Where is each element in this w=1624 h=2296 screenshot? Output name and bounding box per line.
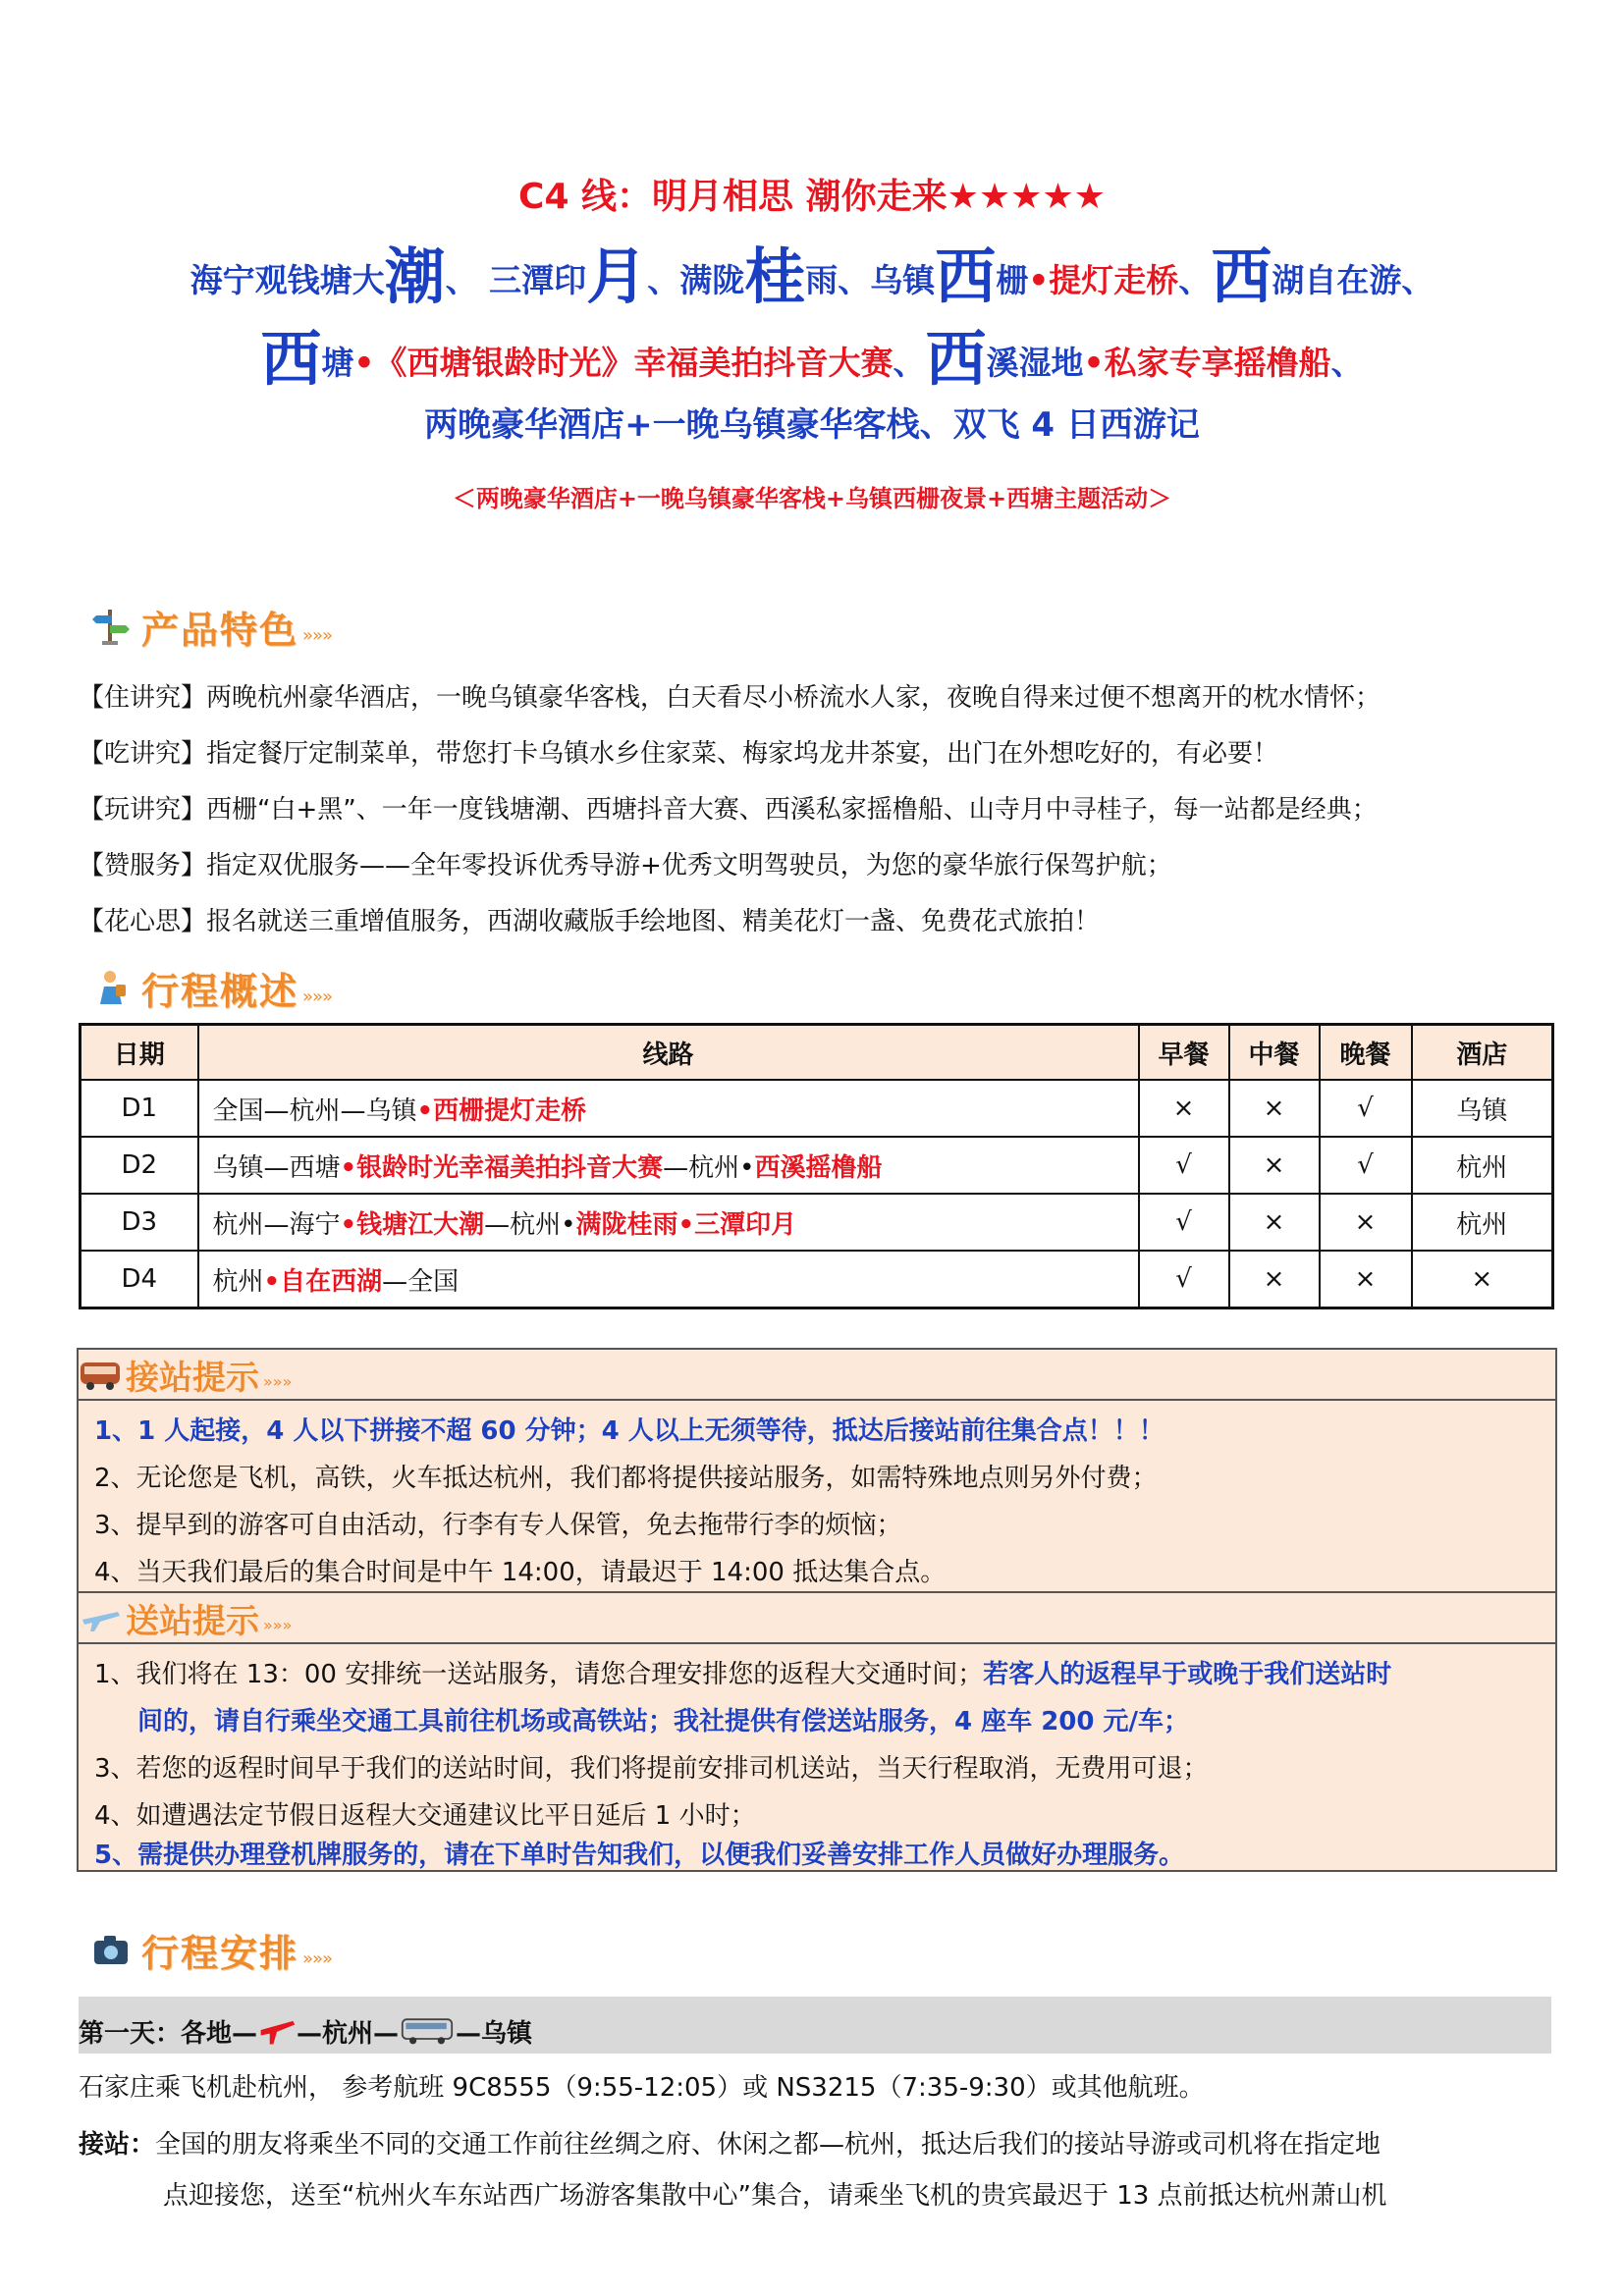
- tourist-icon: [90, 967, 132, 1008]
- dropoff-tip: 间的，请自行乘坐交通工具前往机场或高铁站；我社提供有偿送站服务，4 座车 200 元/车；: [137, 1707, 1190, 1736]
- table-row: D4 杭州•自在西湖—全国 √ × × ×: [81, 1251, 1553, 1308]
- airplane-icon: [257, 2010, 297, 2050]
- section-overview-heading: 行程概述 »»»: [90, 960, 332, 1015]
- signpost-icon: [90, 606, 132, 647]
- dropoff-tip: 4、如遭遇法定节假日返程大交通建议比平日延后 1 小时；: [94, 1801, 756, 1831]
- feature-line: 【玩讲究】西栅“白+黑”、一年一度钱塘潮、西塘抖音大赛、西溪私家摇橹船、山寺月中寻桂子，每一站都是经典；: [79, 795, 1378, 825]
- feature-line: 【赞服务】指定双优服务——全年零投诉优秀导游+优秀文明驾驶员，为您的豪华旅行保驾护航；: [79, 851, 1172, 881]
- dropoff-tip: 1、我们将在 13：00 安排统一送站服务，请您合理安排您的返程大交通时间；若客人的返程早于或晚于我们送站时: [94, 1660, 1392, 1689]
- col-route: 线路: [198, 1025, 1139, 1081]
- plane-icon: [79, 1598, 122, 1637]
- dropoff-tip: 5、需提供办理登机牌服务的，请在下单时告知我们，以便我们妥善安排工作人员做好办理服务。: [94, 1841, 1185, 1870]
- divider: [79, 1642, 1555, 1644]
- divider: [79, 1399, 1555, 1401]
- title-line-2: 海宁观钱塘大潮、 三潭印月、满陇桂雨、乌镇西栅•提灯走桥、西湖自在游、: [189, 240, 1435, 312]
- col-lunch: 中餐: [1229, 1025, 1320, 1081]
- camera-icon: [90, 1929, 132, 1970]
- section-itinerary-heading: 行程安排 »»»: [90, 1922, 332, 1977]
- col-hotel: 酒店: [1412, 1025, 1553, 1081]
- pickup-tips-heading: 接站提示 »»»: [79, 1350, 1555, 1399]
- dropoff-tip: 3、若您的返程时间早于我们的送站时间，我们将提前安排司机送站，当天行程取消，无费用可退；: [94, 1754, 1209, 1784]
- title-line-3: 西塘•《西塘银龄时光》幸福美拍抖音大赛、西溪湿地•私家专享摇橹船、: [260, 323, 1364, 395]
- feature-line: 【吃讲究】指定餐厅定制菜单，带您打卡乌镇水乡住家菜、梅家坞龙井茶宴，出门在外想吃好的，有必要！: [79, 739, 1279, 769]
- pickup-tip: 1、1 人起接，4 人以下拼接不超 60 分钟；4 人以上无须等待，抵达后接站前往集合点！！！: [94, 1416, 1164, 1446]
- dropoff-tips-heading: 送站提示 »»»: [79, 1593, 1555, 1642]
- day1-flight-info: 石家庄乘飞机赴杭州， 参考航班 9C8555（9:55-12:05）或 NS3215（7:35-9:30）或其他航班。: [79, 2073, 1205, 2103]
- day1-pickup-line: 点迎接您，送至“杭州火车东站西广场游客集散中心”集合，请乘坐飞机的贵宾最迟于 13 点前抵达杭州萧山机: [163, 2181, 1387, 2211]
- pickup-tip: 3、提早到的游客可自由活动，行李有专人保管，免去拖带行李的烦恼；: [94, 1511, 902, 1540]
- table-row: D3 杭州—海宁•钱塘江大潮—杭州•满陇桂雨•三潭印月 √ × × 杭州: [81, 1194, 1553, 1251]
- day1-pickup-line: 接站：全国的朋友将乘坐不同的交通工作前往丝绸之府、休闲之都—杭州，抵达后我们的接站导游或司机将在指定地: [79, 2130, 1381, 2160]
- pickup-tip: 4、当天我们最后的集合时间是中午 14:00，请最迟于 14:00 抵达集合点。: [94, 1558, 947, 1587]
- col-breakfast: 早餐: [1139, 1025, 1229, 1081]
- bus-icon: [79, 1355, 122, 1394]
- feature-line: 【住讲究】两晚杭州豪华酒店，一晚乌镇豪华客栈，白天看尽小桥流水人家，夜晚自得来过便不想离开的枕水情怀；: [79, 683, 1381, 713]
- feature-line: 【花心思】报名就送三重增值服务，西湖收藏版手绘地图、精美花灯一盏、免费花式旅拍！: [79, 907, 1101, 936]
- table-row: D2 乌镇—西塘•银龄时光幸福美拍抖音大赛—杭州•西溪摇橹船 √ × √ 杭州: [81, 1137, 1553, 1194]
- title-subtitle: ＜两晚豪华酒店+一晚乌镇豪华客栈+乌镇西栅夜景+西塘主题活动＞: [452, 485, 1172, 512]
- section-features-heading: 产品特色 »»»: [90, 599, 332, 654]
- table-header-row: [81, 1025, 1553, 1081]
- pickup-tip: 2、无论您是飞机，高铁，火车抵达杭州，我们都将提供接站服务，如需特殊地点则另外付费；: [94, 1464, 1158, 1493]
- title-line-4: 两晚豪华酒店+一晚乌镇豪华客栈、双飞 4 日西游记: [424, 405, 1200, 445]
- col-date: 日期: [81, 1025, 198, 1081]
- day1-bar: 第一天：各地— —杭州— —乌镇: [79, 1997, 1551, 2054]
- coach-bus-icon: [399, 2012, 456, 2048]
- table-row: D1 全国—杭州—乌镇•西栅提灯走桥 × × √ 乌镇: [81, 1080, 1553, 1137]
- itinerary-overview-table: [79, 1023, 1554, 1309]
- route-title: C4 线：明月相思 潮你走来★★★★★: [518, 177, 1106, 217]
- transfer-tips-box: [77, 1348, 1557, 1872]
- col-dinner: 晚餐: [1320, 1025, 1412, 1081]
